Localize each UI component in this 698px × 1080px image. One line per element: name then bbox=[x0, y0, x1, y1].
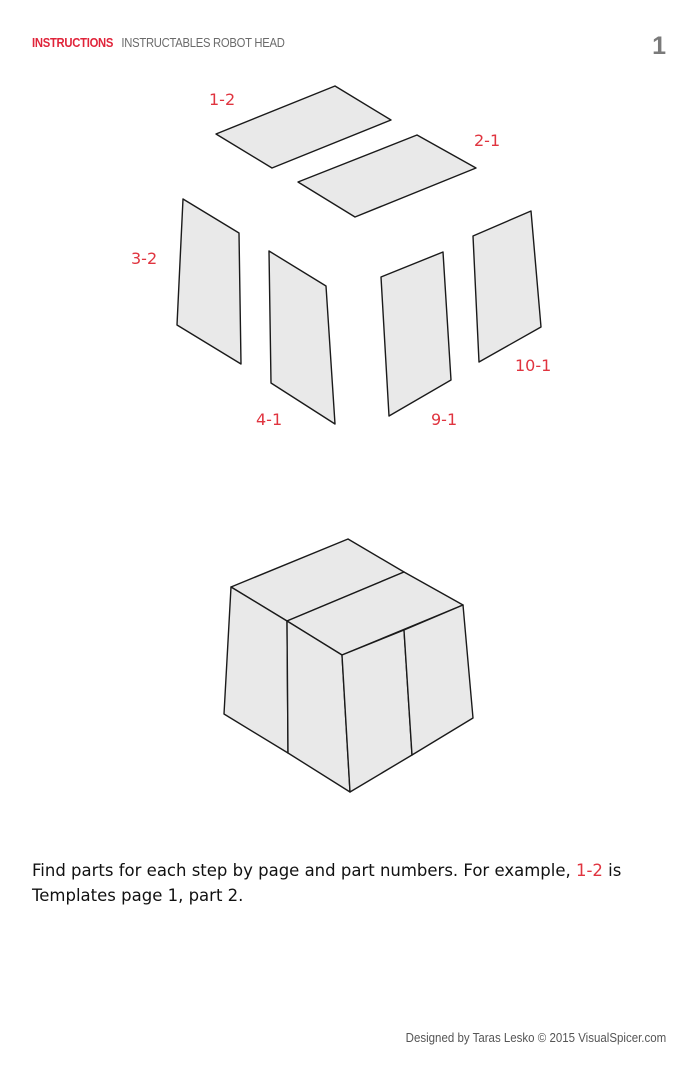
part-label-10-1: 10-1 bbox=[515, 356, 552, 375]
part-4-1-piece bbox=[269, 251, 335, 424]
part-label-2-1: 2-1 bbox=[474, 131, 501, 150]
part-label-1-2: 1-2 bbox=[209, 90, 236, 109]
caption-text-end: is Templates page 1, part 2. bbox=[32, 861, 622, 905]
part-label-4-1: 4-1 bbox=[256, 410, 283, 429]
assembled-right-inner bbox=[342, 630, 412, 792]
assembled-right-outer bbox=[404, 605, 473, 755]
section-label: INSTRUCTIONS bbox=[32, 36, 114, 50]
part-3-2-piece bbox=[177, 199, 241, 364]
caption-text-start: Find parts for each step by page and part numbers. For example, bbox=[32, 861, 576, 880]
assembled-head bbox=[224, 539, 473, 792]
instruction-caption bbox=[32, 858, 672, 908]
document-title: INSTRUCTABLES ROBOT HEAD bbox=[121, 36, 285, 50]
part-label-9-1: 9-1 bbox=[431, 410, 458, 429]
caption-example-ref: 1-2 bbox=[575, 861, 603, 880]
footer-credit: Designed by Taras Lesko © 2015 VisualSpicer.com bbox=[405, 1031, 666, 1045]
part-label-3-2: 3-2 bbox=[131, 249, 158, 268]
page-number: 1 bbox=[652, 32, 666, 60]
part-10-1-piece bbox=[473, 211, 541, 362]
part-9-1-piece bbox=[381, 252, 451, 416]
